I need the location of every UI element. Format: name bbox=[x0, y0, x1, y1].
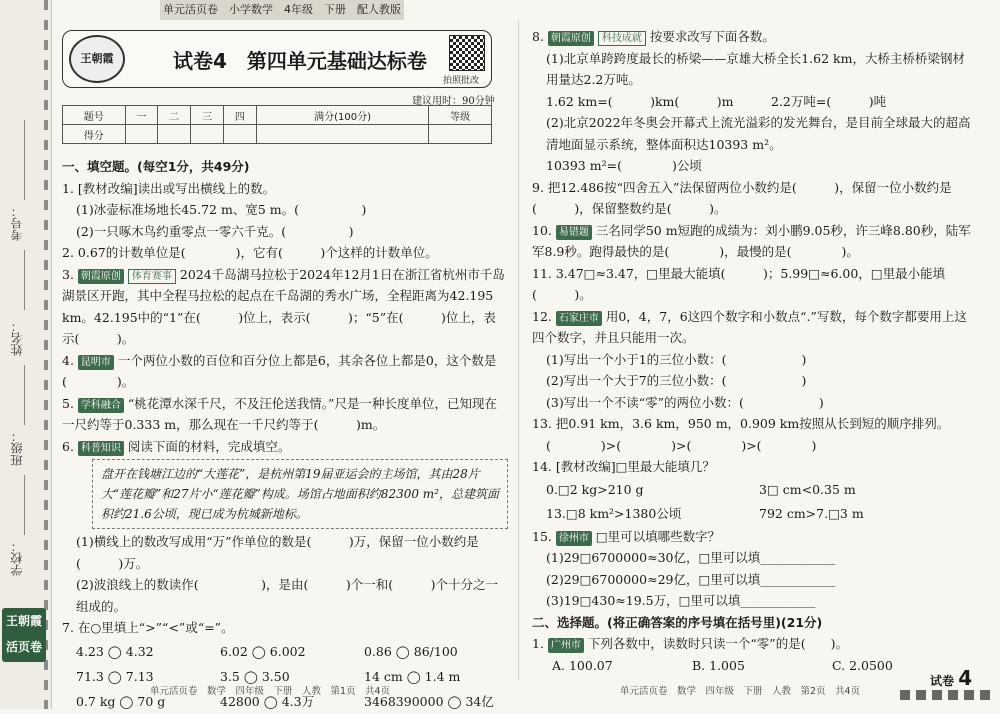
compare-item[interactable]: 3.5 ◯ 3.50 bbox=[220, 668, 290, 684]
score-cell[interactable] bbox=[223, 125, 256, 144]
question-q11 bbox=[532, 263, 972, 306]
page-tag-num: 4 bbox=[958, 666, 973, 690]
question-q6a bbox=[62, 531, 508, 574]
question-c1 bbox=[532, 633, 972, 655]
question-text: ( )>( )>( )>( ) bbox=[546, 437, 817, 453]
score-row bbox=[63, 125, 492, 144]
fill-digit-item[interactable]: 0.□2 kg>210 g bbox=[546, 481, 644, 497]
school-line bbox=[24, 475, 25, 535]
exam-number-label: 考号： bbox=[10, 205, 24, 241]
page-title: 试卷4 第四单元基础达标卷 bbox=[173, 49, 427, 73]
compare-item[interactable]: 0.86 ◯ 86/100 bbox=[364, 643, 458, 659]
question-q2 bbox=[62, 242, 508, 264]
header-bar: 单元活页卷 小学数学 4年级 下册 配人教版 bbox=[160, 0, 404, 20]
choice-option[interactable]: A. 100.07 bbox=[552, 657, 613, 673]
compare-item[interactable]: 4.23 ◯ 4.32 bbox=[76, 643, 154, 659]
question-number: 6. bbox=[62, 438, 74, 454]
question-text: (3)19□430≈19.5万，□里可以填____________ bbox=[546, 593, 816, 608]
question-q15b bbox=[532, 569, 972, 591]
question-tag: 昆明市 bbox=[78, 355, 114, 370]
question-text: 1.62 km=( )km( )m 2.2万吨=( )吨 bbox=[546, 93, 887, 109]
question-text: (2)29□6700000≈29亿，□里可以填____________ bbox=[546, 571, 836, 587]
question-text: (3)写出一个不读“零”的两位小数：( ) bbox=[546, 394, 824, 410]
sidebar bbox=[0, 0, 52, 709]
fill-digit-row bbox=[532, 502, 972, 526]
decorative-bars bbox=[900, 690, 990, 700]
question-tag: 易错题 bbox=[556, 225, 592, 240]
question-number: 5. bbox=[62, 395, 74, 411]
question-text: 按要求改写下面各数。 bbox=[649, 29, 775, 44]
question-q8a bbox=[532, 48, 972, 91]
question-number: 4. bbox=[62, 352, 74, 368]
question-q13a bbox=[532, 435, 972, 457]
choice-option[interactable]: B. 1.005 bbox=[692, 657, 745, 673]
name-label: 姓名： bbox=[10, 320, 24, 356]
question-number: 3. bbox=[62, 266, 74, 282]
question-number: 10. bbox=[532, 222, 552, 238]
fill-digit-item[interactable]: 13.□8 km²>1380公顷 bbox=[546, 505, 682, 521]
question-q1b bbox=[62, 221, 508, 243]
question-q8c bbox=[532, 112, 972, 155]
question-text: □里可以填哪些数字？ bbox=[595, 528, 721, 544]
question-tag: 徐州市 bbox=[556, 531, 592, 546]
score-cell[interactable] bbox=[125, 125, 158, 144]
question-number: 12. bbox=[532, 308, 552, 324]
time-note: 建议用时：90分钟 bbox=[412, 96, 495, 107]
fill-digit-item[interactable]: 3□ cm<0.35 m bbox=[759, 481, 856, 497]
score-header-cell: 三 bbox=[191, 106, 224, 125]
score-header-row bbox=[63, 106, 492, 125]
score-header-cell: 题号 bbox=[63, 106, 126, 125]
question-text: (1)29□6700000≈30亿，□里可以填____________ bbox=[546, 550, 836, 565]
question-tag: 科普知识 bbox=[78, 441, 124, 456]
question-text: 9. 把12.486按“四舍五入”法保留两位小数约是( )，保留一位小数约是( )，保留整数约是( )。 bbox=[532, 179, 952, 216]
class-label: 班级： bbox=[10, 430, 24, 466]
question-q12c bbox=[532, 392, 972, 414]
question-text: 三名同学50 m短跑的成绩为：刘小鹏9.05秒，许三峰8.80秒，陆军军8.9秒。跑得最快的是( )，最慢的是( )。 bbox=[532, 222, 971, 259]
question-tag: 广州市 bbox=[548, 638, 584, 653]
page-divider bbox=[518, 20, 519, 680]
question-tag: 朝霞原创 bbox=[548, 31, 594, 46]
qr-code-icon[interactable] bbox=[449, 35, 485, 71]
score-header-cell: 四 bbox=[223, 106, 256, 125]
compare-item[interactable]: 42800 ◯ 4.3万 bbox=[220, 693, 315, 709]
question-text: 11. 3.47□≈3.47，□里最大能填( )；5.99□≈6.00，□里最小能填( )。 bbox=[532, 265, 946, 302]
compare-item[interactable]: 6.02 ◯ 6.002 bbox=[220, 643, 306, 659]
score-table bbox=[62, 105, 492, 144]
section-heading: 二、选择题。(将正确答案的序号填在括号里)(21分) bbox=[532, 614, 823, 630]
question-q8 bbox=[532, 26, 972, 48]
question-text: (2)北京2022年冬奥会开幕式上流光溢彩的发光舞台，是目前全球最大的超高清地面显示系统，整体面积达10393 m²。 bbox=[546, 115, 971, 152]
compare-item[interactable]: 0.7 kg ◯ 70 g bbox=[76, 693, 166, 709]
school-label: 学校： bbox=[10, 540, 24, 576]
question-text: (2)写出一个大于7的三位小数：( ) bbox=[546, 373, 807, 388]
class-line bbox=[24, 365, 25, 425]
compare-row bbox=[62, 639, 508, 664]
choice-options bbox=[532, 655, 972, 677]
question-text: 用0，4，7，6这四个数字和小数点“.”写数，每个数字都要用上这四个数字，并且只能用一次。 bbox=[532, 308, 967, 345]
question-q6 bbox=[62, 436, 508, 458]
question-text: (1)北京单跨跨度最长的桥梁——京雄大桥全长1.62 km，大桥主桥桥梁钢材用量达2.2万吨。 bbox=[546, 50, 965, 87]
question-text: (1)写出一个小于1的三位小数：( ) bbox=[546, 351, 807, 367]
question-tag: 朝霞原创 bbox=[78, 269, 124, 284]
score-header-cell: 等级 bbox=[429, 106, 492, 125]
question-text: 一个两位小数的百位和百分位上都是6，其余各位上都是0，这个数是( )。 bbox=[62, 352, 497, 389]
question-tag: 石家庄市 bbox=[556, 311, 602, 326]
exam-number-line bbox=[24, 120, 25, 200]
right-column bbox=[532, 26, 972, 676]
title-box bbox=[62, 30, 492, 88]
question-q1 bbox=[62, 178, 508, 200]
question-number: 1. bbox=[532, 636, 544, 651]
score-header-cell: 满分(100分) bbox=[256, 106, 429, 125]
question-text: 2. 0.67的计数单位是( )，它有( )个这样的计数单位。 bbox=[62, 245, 438, 260]
question-q4 bbox=[62, 350, 508, 393]
name-line bbox=[24, 250, 25, 310]
fill-digit-item[interactable]: 792 cm>7.□3 m bbox=[759, 505, 864, 521]
compare-item[interactable]: 71.3 ◯ 7.13 bbox=[76, 668, 154, 684]
score-cell[interactable] bbox=[191, 125, 224, 144]
reading-material: 盘开在钱塘江边的“大莲花”，是杭州第19届亚运会的主场馆，其由28片大“莲花瓣”和27片小“莲花瓣”构成。场馆占地面积约82300 m²，总建筑面积约21.6公顷，现已成为杭城新地标。 bbox=[92, 459, 508, 529]
question-q12b bbox=[532, 370, 972, 392]
score-header-cell: 一 bbox=[125, 106, 158, 125]
compare-item[interactable]: 14 cm ◯ 1.4 m bbox=[364, 668, 461, 684]
question-q12 bbox=[532, 306, 972, 349]
binding-stripe bbox=[44, 0, 48, 709]
question-q9 bbox=[532, 177, 972, 220]
compare-item[interactable]: 3468390000 ◯ 34亿 bbox=[364, 693, 494, 709]
score-cell[interactable] bbox=[158, 125, 191, 144]
question-tag: 体育赛事 bbox=[128, 269, 176, 284]
question-number: 15. bbox=[532, 528, 552, 544]
page-tag-label: 试卷 bbox=[930, 674, 955, 688]
brand-logo: 王朝霞活页卷 bbox=[2, 608, 46, 662]
question-text: 13. 把0.91 km，3.6 km，950 m，0.909 km按照从长到短的顺序排列。 bbox=[532, 416, 950, 431]
question-text: 1. [教材改编]读出或写出横线上的数。 bbox=[62, 180, 276, 196]
question-q8b bbox=[532, 91, 972, 113]
question-q15 bbox=[532, 526, 972, 548]
question-tag: 学科融合 bbox=[78, 398, 124, 413]
qr-label: 拍照批改 bbox=[443, 76, 480, 86]
question-text: (1)横线上的数改写成用“万”作单位的数是( )万，保留一位小数约是( )万。 bbox=[76, 534, 479, 571]
question-text: 2024千岛湖马拉松于2024年12月1日在浙江省杭州市千岛湖景区开跑，其中全程马拉松的起点在千岛湖的秀水广场，全程距离为42.195 km。42.195中的“1”在( )位上，表示( )；“5”在( )位上，表示( )。 bbox=[62, 266, 505, 346]
question-q15c bbox=[532, 590, 972, 612]
question-text: 14. [教材改编]□里最大能填几？ bbox=[532, 459, 715, 474]
question-tag: 科技成就 bbox=[598, 31, 646, 46]
section-heading: 一、填空题。(每空1分，共49分) bbox=[62, 159, 250, 174]
question-text: 下列各数中，读数时只读一个“零”的是( )。 bbox=[587, 636, 848, 651]
logo-seal: 王朝霞 bbox=[69, 35, 125, 83]
question-text: (2)一只啄木鸟约重零点一零六千克。( ) bbox=[76, 223, 354, 239]
score-cell[interactable] bbox=[429, 125, 492, 144]
left-column bbox=[62, 156, 508, 714]
question-text: 7. 在○里填上“>”“<”或“=”。 bbox=[62, 620, 234, 635]
question-q15a bbox=[532, 547, 972, 569]
question-q12a bbox=[532, 349, 972, 371]
score-header-cell: 二 bbox=[158, 106, 191, 125]
choice-option[interactable]: C. 2.0500 bbox=[832, 657, 893, 673]
question-q10 bbox=[532, 220, 972, 263]
footer-left: 单元活页卷 数学 四年级 下册 人教 第1页 共4页 bbox=[150, 686, 391, 697]
question-text: (2)波浪线上的数读作( )，是由( )个一和( )个十分之一组成的。 bbox=[76, 577, 498, 614]
question-q1a bbox=[62, 199, 508, 221]
question-text: 阅读下面的材料，完成填空。 bbox=[127, 438, 291, 454]
page-tag bbox=[930, 666, 972, 690]
question-q5 bbox=[62, 393, 508, 436]
question-q3 bbox=[62, 264, 508, 350]
score-label-cell: 得分 bbox=[63, 125, 126, 144]
question-number: 8. bbox=[532, 29, 544, 44]
question-text: (1)冰壶标准场地长45.72 m、宽5 m。( ) bbox=[76, 202, 367, 217]
footer-right: 单元活页卷 数学 四年级 下册 人教 第2页 共4页 bbox=[620, 686, 861, 697]
question-q13 bbox=[532, 413, 972, 435]
question-q14 bbox=[532, 456, 972, 478]
fill-digit-row bbox=[532, 478, 972, 502]
question-q8d bbox=[532, 155, 972, 177]
question-q7 bbox=[62, 617, 508, 639]
score-cell[interactable] bbox=[256, 125, 429, 144]
question-text: “桃花潭水深千尺，不及汪伦送我情。”尺是一种长度单位，已知现在一尺约等于0.333 m，那么现在一千尺约等于( )m。 bbox=[62, 395, 497, 432]
question-q6b bbox=[62, 574, 508, 617]
question-text: 10393 m²=( )公顷 bbox=[546, 158, 702, 173]
